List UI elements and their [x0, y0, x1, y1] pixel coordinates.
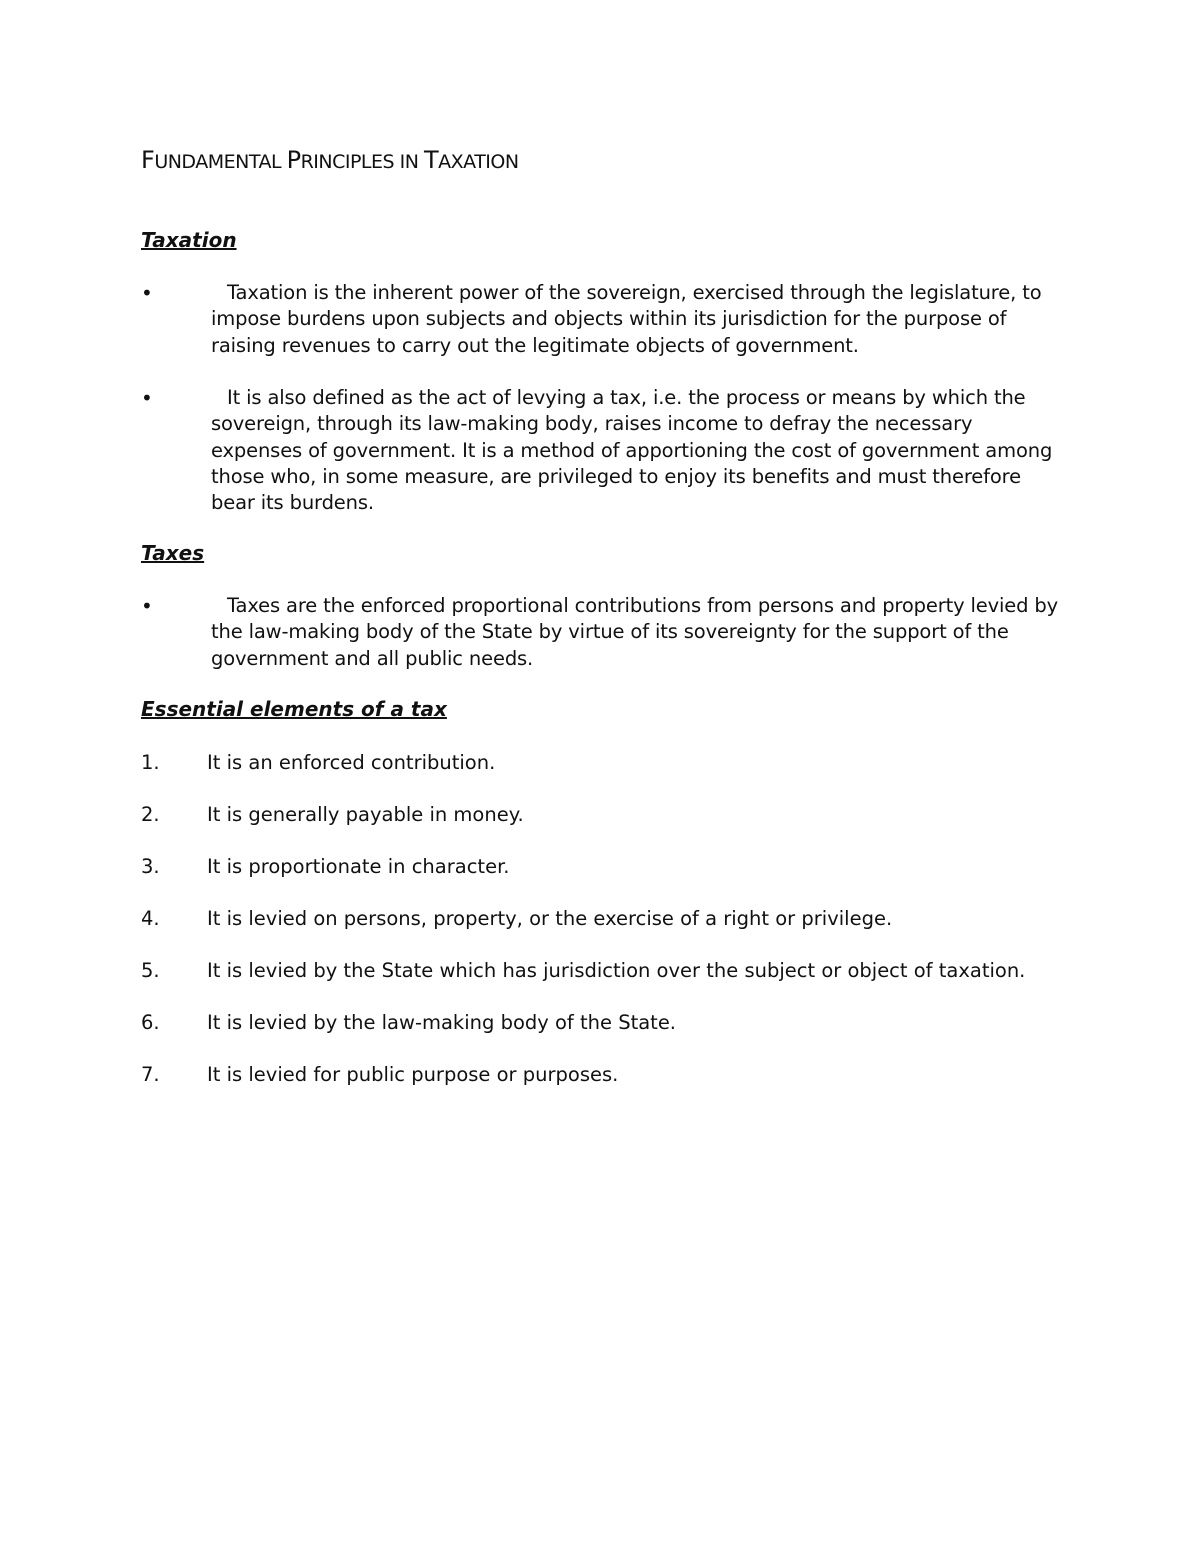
list-number: 3.	[141, 855, 160, 878]
title-text: AXATION	[438, 151, 519, 173]
title-initial: F	[141, 146, 155, 174]
bullet-text: Taxation is the inherent power of the sovereign, exercised through the legislature, to impose burdens upon subjects and objects within its jurisdiction for the purpose of raising revenues to carry out the legitimate objects of government.	[211, 281, 1042, 357]
bullet-icon: •	[141, 386, 153, 410]
title-text: RINCIPLES IN	[300, 151, 424, 173]
list-number: 7.	[141, 1063, 160, 1086]
list-number: 6.	[141, 1011, 160, 1034]
list-item	[141, 854, 510, 880]
list-text: It is generally payable in money.	[207, 803, 524, 826]
bullet-text: It is also defined as the act of levying a tax, i.e. the process or means by which the sovereign, through its law-making body, raises income to defray the necessary expenses of government. It is a method of apportioning the cost of government among those who, in some measure, are privileged to enjoy its benefits and must therefore bear its burdens.	[211, 386, 1053, 515]
list-text: It is levied on persons, property, or the exercise of a right or privilege.	[207, 907, 893, 930]
list-item	[141, 958, 1025, 984]
bullet-icon: •	[141, 594, 153, 618]
list-number: 4.	[141, 907, 160, 930]
list-text: It is an enforced contribution.	[207, 751, 496, 774]
list-item	[141, 906, 892, 932]
section-heading-taxes: Taxes	[141, 541, 205, 565]
bullet-text: Taxes are the enforced proportional contributions from persons and property levied by the law-making body of the State by virtue of its sovereignty for the support of the government and all public needs.	[211, 594, 1059, 670]
title-initial: T	[423, 146, 439, 174]
title-text: UNDAMENTAL	[154, 151, 287, 173]
bullet-icon: •	[141, 281, 153, 305]
list-number: 2.	[141, 803, 160, 826]
section-heading-taxation: Taxation	[141, 228, 237, 252]
list-item	[141, 802, 524, 828]
bullet-item	[141, 593, 1061, 672]
list-text: It is levied by the State which has jurisdiction over the subject or object of taxation.	[207, 959, 1026, 982]
page-title	[141, 146, 519, 174]
list-item	[141, 1010, 676, 1036]
list-text: It is proportionate in character.	[207, 855, 510, 878]
bullet-item	[141, 280, 1061, 359]
list-text: It is levied for public purpose or purposes.	[207, 1063, 619, 1086]
list-text: It is levied by the law-making body of the State.	[207, 1011, 677, 1034]
list-number: 5.	[141, 959, 160, 982]
list-item	[141, 750, 495, 776]
list-item	[141, 1062, 618, 1088]
title-initial: P	[286, 146, 301, 174]
list-number: 1.	[141, 751, 160, 774]
bullet-item	[141, 385, 1061, 516]
section-heading-essential-elements: Essential elements of a tax	[141, 697, 447, 721]
